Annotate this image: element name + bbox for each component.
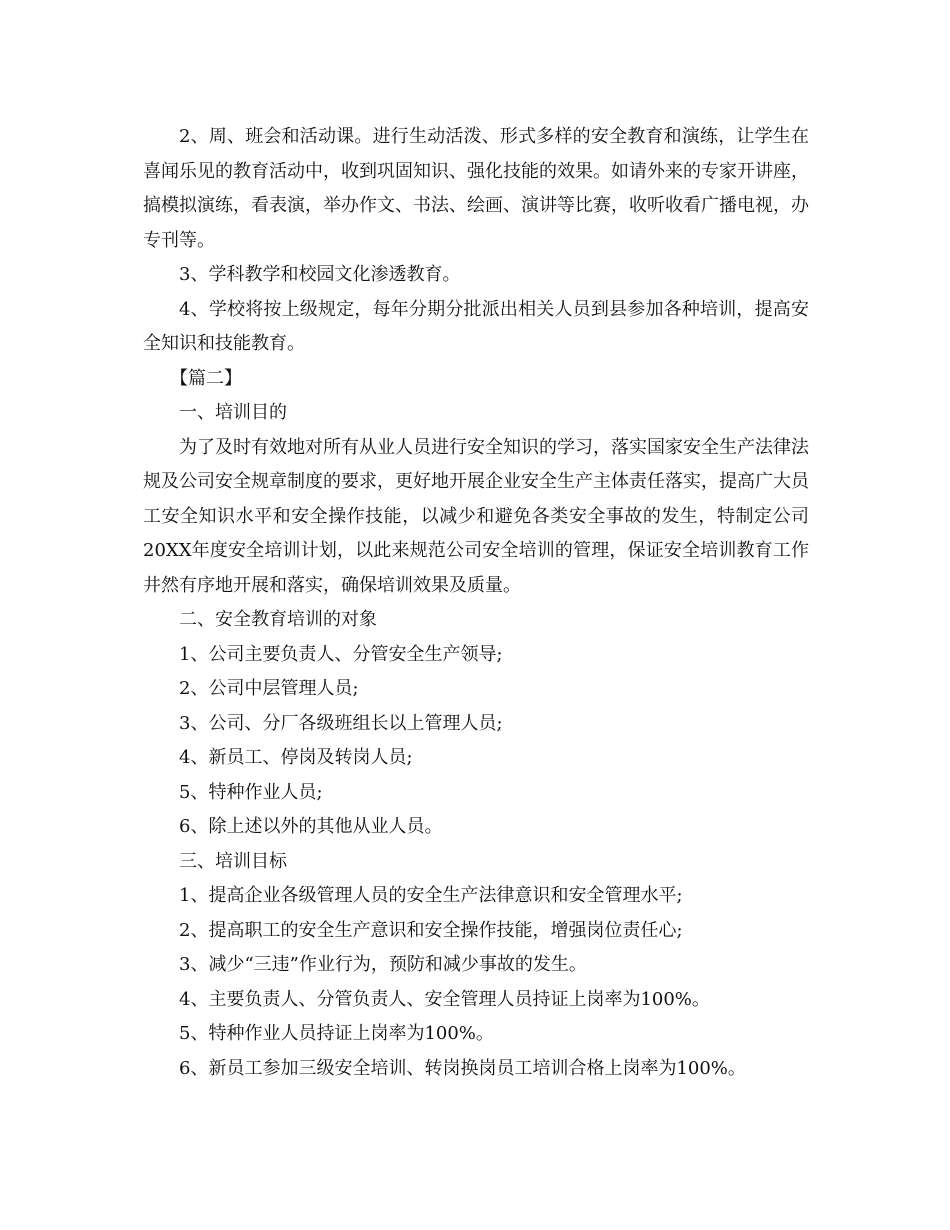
paragraph-weekly-class: 2、周、班会和活动课。进行生动活泼、形式多样的安全教育和演练，让学生在喜闻乐见的教育活动中，收到巩固知识、强化技能的效果。如请外来的专家开讲座，搞模拟演练，看表演，举办作文、书法、绘画、演讲等比赛，收听收看广播电视，办专刊等。 [143,126,809,251]
list-item-target-6: 6、除上述以外的其他从业人员。 [179,816,443,837]
list-item-target-5: 5、特种作业人员; [179,781,323,803]
document-page [143,120,809,1086]
paragraph-school-training: 4、学校将按上级规定，每年分期分批派出相关人员到县参加各种培训，提高安全知识和技能教育。 [143,298,809,354]
list-item-goal-5: 5、特种作业人员持证上岗率为100%。 [179,1023,494,1044]
heading-training-goals: 三、培训目标 [179,850,287,872]
list-item-goal-4: 4、主要负责人、分管负责人、安全管理人员持证上岗率为100%。 [179,988,710,1010]
list-item-target-4: 4、新员工、停岗及转岗人员; [179,747,413,768]
list-item-goal-3: 3、减少“三违”作业行为，预防和减少事故的发生。 [179,954,587,975]
list-item-target-1: 1、公司主要负责人、分管安全生产领导; [179,643,503,665]
section-marker-part-two: 【篇二】 [170,367,242,389]
paragraph-training-purpose: 为了及时有效地对所有从业人员进行安全知识的学习，落实国家安全生产法律法规及公司安全规章制度的要求，更好地开展企业安全生产主体责任落实，提高广大员工安全知识水平和安全操作技能，以减少和避免各类安全事故的发生，特制定公司20XX年度安全培训计划，以此来规范公司安全培训的管理，保证安全培训教育工作井然有序地开展和落实，确保培训效果及质量。 [143,436,809,596]
list-item-goal-2: 2、提高职工的安全生产意识和安全操作技能，增强岗位责任心; [179,919,683,941]
list-item-target-3: 3、公司、分厂各级班组长以上管理人员; [179,712,503,734]
list-item-goal-1: 1、提高企业各级管理人员的安全生产法律意识和安全管理水平; [179,885,683,906]
heading-training-targets: 二、安全教育培训的对象 [179,609,377,630]
list-item-target-2: 2、公司中层管理人员; [179,678,359,699]
paragraph-subject-teaching: 3、学科教学和校园文化渗透教育。 [179,264,461,285]
heading-training-purpose: 一、培训目的 [179,402,287,423]
list-item-goal-6: 6、新员工参加三级安全培训、转岗换岗员工培训合格上岗率为100%。 [179,1057,746,1079]
